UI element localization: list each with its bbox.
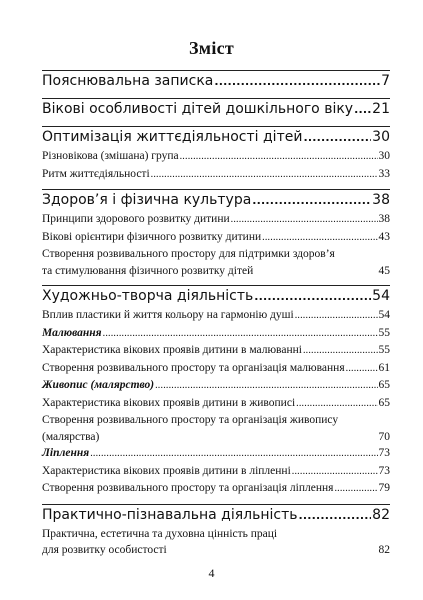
toc-item[interactable]: Принципи здорового розвитку дитини ..... 38	[42, 211, 390, 229]
toc-item[interactable]: Ритм життєдіяльності ..... 33	[42, 166, 390, 184]
page-title: Зміст	[188, 38, 235, 58]
toc-section-life-optimization[interactable]: Оптимізація життєдіяльності дітей ..... 30	[42, 126, 390, 148]
toc-item[interactable]: Вплив пластики й життя кольору на гармонію душі ..... 54	[42, 307, 390, 325]
toc-section-practical[interactable]: Практично-пізнавальна діяльність ..... 82	[42, 504, 390, 526]
toc-subsection-drawing[interactable]: Малювання ..... 55	[42, 325, 390, 343]
toc-section-age-features[interactable]: Вікові особливості дітей дошкільного віку ..... 21	[42, 98, 390, 120]
toc-section-health[interactable]: Здоров’я і фізична культура ..... 38	[42, 189, 390, 211]
page-number: 4	[208, 566, 215, 580]
toc-item[interactable]: Характеристика вікових проявів дитини в малюванні ..... 55	[42, 342, 390, 360]
toc-section-art[interactable]: Художньо-творча діяльність ..... 54	[42, 285, 390, 307]
toc-item[interactable]: Створення розвивального простору для підтримки здоров’я та стимулювання фізичного розвитку дітей 45	[42, 248, 390, 277]
toc-item[interactable]: Створення розвивального простору та організація ліплення ..... 79	[42, 480, 390, 498]
table-of-contents	[42, 70, 390, 559]
toc-item[interactable]: Характеристика вікових проявів дитини в живописі ..... 65	[42, 395, 390, 413]
toc-item[interactable]: Вікові орієнтири фізичного розвитку дитини ..... 43	[42, 229, 390, 247]
toc-subsection-modeling[interactable]: Ліплення ..... 73	[42, 445, 390, 463]
toc-item[interactable]: Створення розвивального простору та організація малювання ..... 61	[42, 360, 390, 378]
toc-subsection-painting[interactable]: Живопис (малярство) ..... 65	[42, 377, 390, 395]
toc-item[interactable]: Характеристика вікових проявів дитини в ліпленні ..... 73	[42, 463, 390, 481]
toc-section-explanatory-note[interactable]: Пояснювальна записка ..... 7	[42, 70, 390, 92]
toc-item[interactable]: Різновікова (змішана) група ..... 30	[42, 148, 390, 166]
toc-item[interactable]: Практична, естетична та духовна цінність праці для розвитку особистості 82	[42, 527, 390, 556]
toc-item[interactable]: Створення розвивального простору та організація живопису (малярства) 70	[42, 414, 390, 443]
